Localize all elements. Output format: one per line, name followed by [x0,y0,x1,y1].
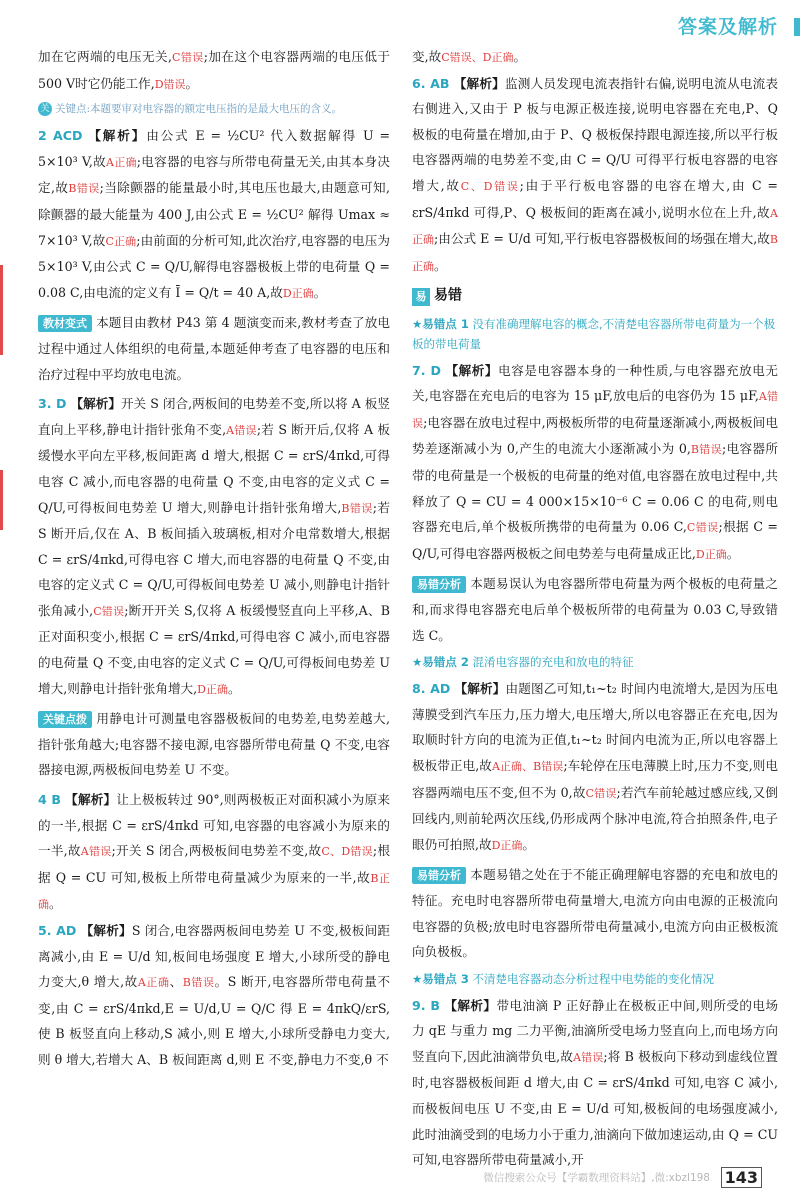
answer-6: 6. AB 【解析】监测人员发现电流表指针右偏,说明电流从电流表右侧进入,又由于 P 板与电源正极连接,说明电容器在充电,P、Q 极板的电荷量在增加,由于 P、Q 极板保持跟电源连接,所以平行板电容器两端的电势差不变,由 C = Q/U 可得平行板电容器的电容增大,故C、D错误;由于平行板电容器的电容在增大,由 C = εrS/4πkd 可得,P、Q 极板间的距离在减小,说明水位在上升,故A正确;由公式 E = U/d 可知,平行板电容器极板间的场强在增大,故B正确。 [412,75,779,273]
page-number: 143 [721,1168,762,1187]
left-continuation-paragraph: 加在它两端的电压无关,C错误;加在这个电容器两端的电压低于500 V时它仍能工作,D错误。 [38,49,390,91]
key-note-icon: 关 [38,102,52,116]
right-column [412,44,778,1173]
key-hint-badge: 关键点拨 [38,711,92,728]
section-title: 易错 [434,288,462,305]
error-analysis-box-2: 易错分析 本题易错之处在于不能正确理解电容器的充电和放电的特征。充电时电容器所带电荷量增大,电流方向由电源的正极流向电容器的负极;放电时电容器所带电荷量减小,电流方向由正极板流向负极板。 [412,867,778,960]
key-hint-box: 关键点拨 用静电计可测量电容器极板间的电势差,电势差越大,指针张角越大;电容器不接电源,电容器所带电荷量 Q 不变,电容器接电源,两极板间电势差 U 不变。 [38,711,390,778]
answer-8: 8. AD 【解析】由题图乙可知,t₁~t₂ 时间内电流增大,是因为压电薄膜受到汽车压力,压力增大,电压增大,所以电容器正在充电,因为取顺时针方向的电流为正值,t₁~t₂ 时间内电流为正,所以电容器上极板带正电,故A正确、B错误;车轮停在压电薄膜上时,压力不变,则电容器两端电压不变,但不为 0,故C错误;若汽车前轮越过感应线,又倒回线内,则前轮两次压线,仍形成两个脉冲电流,符合拍照条件,电子眼仍可拍照,故D正确。 [412,681,779,852]
page-header-title: 答案及解析 [677,16,778,38]
answer-4: 4 B 【解析】让上极板转过 90°,则两极板正对面积减小为原来的一半,根据 C = εrS/4πkd 可知,电容器的电容减小为原来的一半,故A错误;开关 S 闭合,两极板间电势差不变,故C、D错误;根据 Q = CU 可知,极板上所带电荷量减少为原来的一半,故B正确。 [38,792,390,912]
textbook-variant-badge: 教材变式 [38,315,92,332]
error-point-2: ★易错点 2 混淆电容器的充电和放电的特征 [412,655,634,670]
error-analysis-badge: 易错分析 [412,576,466,593]
answer-9: 9. B 【解析】带电油滴 P 正好静止在极板正中间,则所受的电场力 qE 与重力 mg 二力平衡,油滴所受电场力竖直向上,而电场方向竖直向下,因此油滴带负电,故A错误;将 B 极板向下移动到虚线位置时,电容器极板间距 d 增大,由 C = εrS/4πkd 可知,电容 C 减小,而极板间电压 U 不变,由 E = U/d 可知,极板间的电场强度减小,此时油滴受到的电场力小于重力,油滴向下做加速运动,由 Q = CU 可知,电容器所带电荷量减小,开 [412,997,779,1168]
answer-3: 3. D 【解析】开关 S 闭合,两板间的电势差不变,所以将 A 板竖直向上平移,静电计指针张角不变,A错误;若 S 断开后,仅将 A 板缓慢水平向左平移,板间距离 d 增大,根据 C = εrS/4πkd,可得电容 C 减小,而电容器的电荷量 Q 不变,由电容的定义式 C = Q/U,可得板间电势差 U 增大,则静电计指针张角增大,B错误;若 S 断开后,仅在 A、B 板间插入玻璃板,相对介电常数增大,根据 C = εrS/4πkd,可得电容 C 增大,而电容器的电荷量 Q 不变,由电容的定义式 C = Q/U,可得板间电势差 U 减小,则静电计指针张角减小,C错误;断开开关 S,仅将 A 板缓慢竖直向上平移,A、B 正对面积变小,根据 C = εrS/4πkd,可得电容 C 减小,而电容器的电荷量 Q 不变,由电容的定义式 C = Q/U,可得板间电势差 U 增大,则静电计指针张角增大,D正确。 [38,396,390,696]
error-analysis-badge: 易错分析 [412,867,466,884]
key-note: 关 关键点:本题要审对电容器的额定电压指的是最大电压的含义。 [38,99,390,119]
answer-2: 2 ACD 【解析】由公式 E = ½CU² 代入数据解得 U = 5×10³ V,故A正确;电容器的电容与所带电荷量无关,由其本身决定,故B错误;当除颤器的能量最小时,其电压也最大,由题意可知,除颤器的最大能量为 400 J,由公式 E = ½CU² 解得 Umax ≈ 7×10³ V,故C正确;由前面的分析可知,此次治疗,电容器的电压为 5×10³ V,由公式 C = Q/U,解得电容器极板上带的电荷量 Q = 0.08 C,由电流的定义有 Ī = Q/t = 40 A,故D正确。 [38,128,391,300]
left-column [38,44,390,1073]
error-section-icon: 易 [412,288,430,306]
error-analysis-box-1: 易错分析 本题易误认为电容器所带电荷量为两个极板的电荷量之和,而求得电容器充电后单个极板所带的电荷量为 0.03 C,导致错选 C。 [412,576,778,643]
right-continuation-paragraph: 变,故C错误、D正确。 [412,49,527,64]
left-edge-marker [0,265,3,355]
textbook-variant-box: 教材变式 本题目由教材 P43 第 4 题演变而来,教材考查了放电过程中通过人体组织的电荷量,本题延伸考查了电容器的电压和治疗过程中平均放电电流。 [38,315,390,382]
error-point-1: ★易错点 1 没有准确理解电容的概念,不清楚电容器所带电荷量为一个极板的带电荷量 [412,316,776,351]
answer-7: 7. D 【解析】电容是电容器本身的一种性质,与电容器充放电无关,电容器在充电后的电容为 15 μF,放电后的电容仍为 15 μF,A错误;电容器在放电过程中,两极板所带的电荷量逐渐减小,两极板间电势差逐渐减小为 0,产生的电流大小逐渐减小为 0,B错误;电容器所带的电荷量是一个极板的电荷量的绝对值,电容器在放电过程中,共释放了 Q = CU = 4 000×15×10⁻⁶ C = 0.06 C 的电荷,则电容器充电后,单个极板所携带的电荷量为 0.06 C,C错误;根据 C = Q/U,可得电容器两极板之间电势差与电荷量成正比,D正确。 [412,362,779,561]
section-error-prone [412,283,778,309]
header-accent-bar [794,18,800,36]
footer-watermark: 微信搜索公众号【学霸数理资料站】,微:xbzl198 [483,1172,710,1184]
answer-5: 5. AD 【解析】S 闭合,电容器两板间电势差 U 不变,极板间距离减小,由 E = U/d 知,板间电场强度 E 增大,小球所受的静电力变大,θ 增大,故A正确、B错误。S 断开,电容器所带电荷量不变,由 C = εrS/4πkd,E = U/d,U = Q/C 得 E = 4πkQ/εrS,使 B 板竖直向上移动,S 减小,则 E 增大,小球所受静电力变大,则 θ 增大,若增大 A、B 板间距离 d,则 E 不变,静电力不变,θ 不 [38,923,391,1067]
left-edge-marker [0,470,3,530]
error-point-3: ★易错点 3 不清楚电容器动态分析过程中电势能的变化情况 [412,971,714,986]
